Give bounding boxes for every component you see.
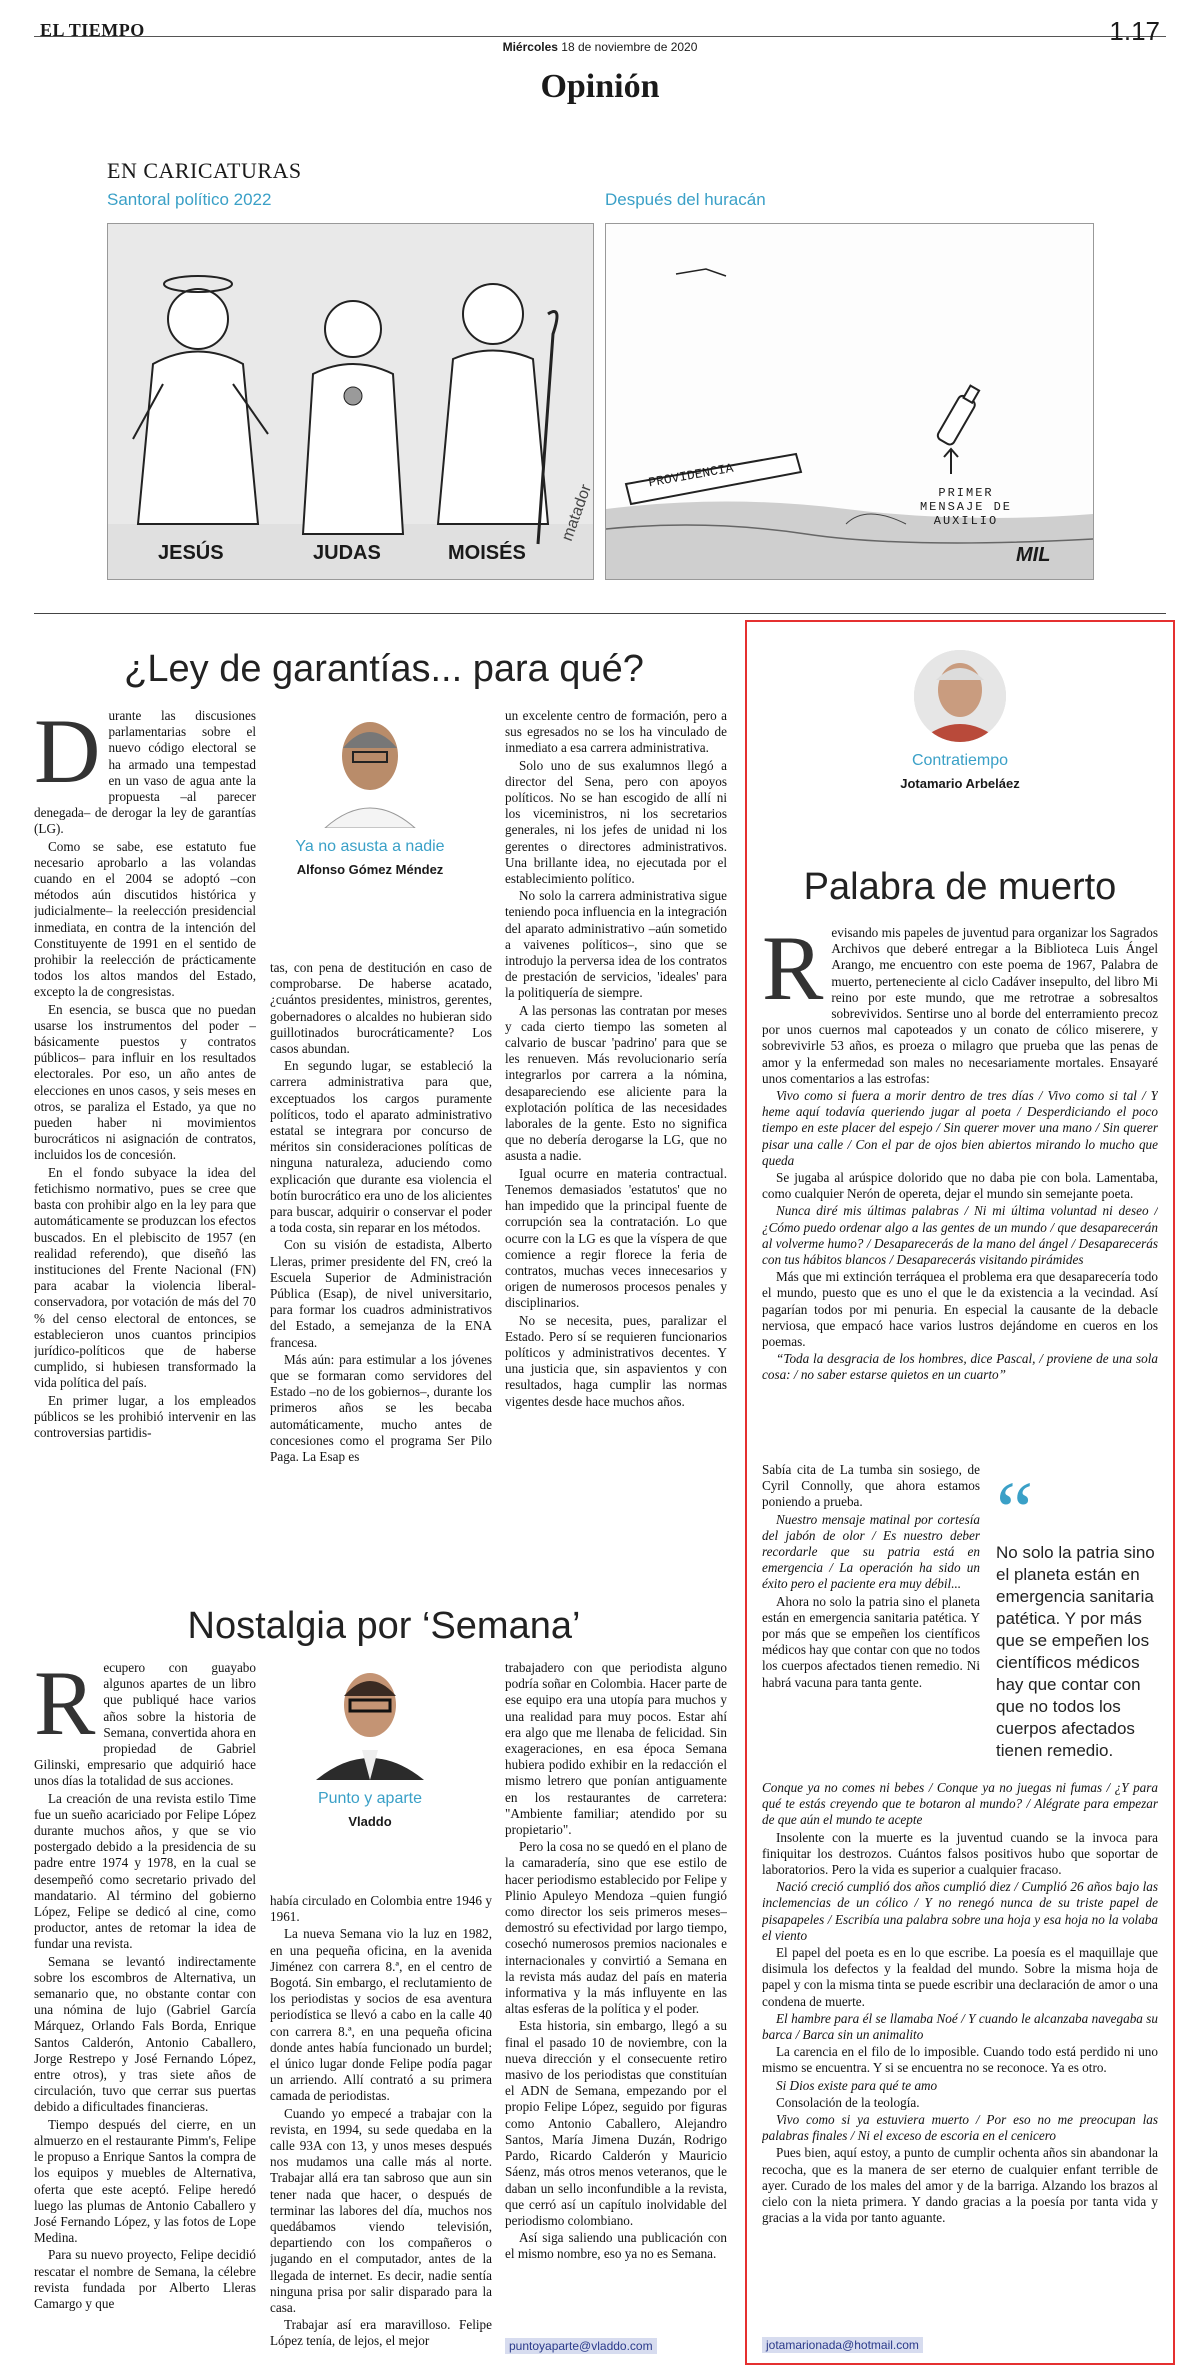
- article2-column-name: Punto y aparte: [317, 1790, 423, 1807]
- paragraph: El papel del poeta es en lo que escribe. La poesía es el maquillaje que disimula los defectos y la fealdad del mundo. Sobre la misma hoja de papel y con la misma tinta se puede escribir una declaración de amor o una condena de muerte.: [762, 1945, 1158, 2009]
- article2-author: Vladdo: [348, 1814, 392, 1829]
- issue-date: [0, 40, 1200, 54]
- article3-email-link[interactable]: jotamarionada@hotmail.com: [762, 2337, 923, 2353]
- article3-lead: [762, 925, 1158, 1087]
- article3-col-bottom: [762, 1780, 1158, 2328]
- article3-column-name: Contratiempo: [911, 752, 1009, 769]
- paragraph: Igual ocurre en materia contractual. Tenemos demasiados 'estatutos' que no han impedido que la principal fuente de corrupción sea la contratación. Lo que ocurre con la LG es que la víspera de que comience a regir florece la feria de contratos, muchas veces innecesarios y origen de numerosos procesos penales y disciplinarios.: [505, 1165, 727, 1311]
- paragraph: Tiempo después del cierre, en un almuerzo en el restaurante Pimm's, Felipe le propuso a Enrique Santos la compra de los equipos y muebles de Alternativa, oferta que este aceptó. Felipe heredó luego las plumas de Antonio Caballero y José Fernando López, y las fotos de Lope Medina.: [34, 2116, 256, 2246]
- paragraph: Insolente con la muerte es la juventud cuando se la invoca para finiquitar los destrozos. Cuántos falsos positivos hubo que soportar de laboratorios. Pero la vida es superior a cualquier fracaso.: [762, 1829, 1158, 1878]
- article3-author: Jotamario Arbeláez: [900, 776, 1020, 791]
- verse: Nació creció cumplió dos años cumplió diez / Cumplió 26 años bajo las inclemencias de un cólico / Y no renegó nunca de su triste papel de pisapapeles / Escribía una palabra sobre una hoja y esa hoja no la volaba el viento: [762, 1879, 1158, 1943]
- paragraph: La creación de una revista estilo Time fue un sueño acariciado por Felipe López durante muchos años, y que se vio postergado debido a la presidencia de su padre entre 1974 y 1978, en la cual se desempeñó como secretario privado del mandatario. Al término del gobierno López, Felipe se dedicó al cine, como productor, antes de retomar la idea de fundar una revista.: [34, 1790, 256, 1952]
- article2-lead: [34, 1660, 256, 1790]
- cartoon-left-signature: matador: [558, 482, 595, 544]
- article2-col3: [505, 1660, 727, 2328]
- article2-title: Nostalgia por ‘Semana’: [187, 1605, 581, 1647]
- paragraph: Solo uno de sus exalumnos llegó a director del Sena, pero con apoyos políticos. No se han escogido de allí ni los viceministros, ni los secretarios generales, ni los jefes de unidad ni los gerentes o directores administrativos. Una brillante idea, no ejecutada por el establecimiento político.: [505, 757, 727, 887]
- cartoon-huracan: [605, 223, 1094, 580]
- paragraph: No se necesita, pues, paralizar el Estado. Pero sí se requieren funcionarios políticos y administrativos decentes. Y una justicia que, sin aspavientos y con resultados, haga cumplir las normas vigentes desde hace muchos años.: [505, 1312, 727, 1409]
- paragraph: Trabajar así era maravilloso. Felipe López tenía, de lejos, el mejor: [270, 2317, 492, 2349]
- author-photo-arbelaez: [914, 650, 1006, 742]
- newspaper-logo: EL TIEMPO: [40, 20, 145, 40]
- article1-col2-bottom: [270, 960, 492, 1568]
- paragraph: La carencia en el filo de lo imposible. Cuando todo está perdido ni uno mismo se encuentra. Y si se encuentra no se reconoce. Ya es otro.: [762, 2044, 1158, 2076]
- issue-date-text: 18 de noviembre de 2020: [561, 40, 698, 54]
- paragraph: Cuando yo empecé a trabajar con la revista, en 1994, su sede quedaba en la calle 93A con 13, y unos meses después nos mudamos una calle más al norte. Trabajar allá era tan sabroso que aun sin tener nada que hacer, o después de terminar las labores del día, muchos nos quedábamos viendo televisión, departiendo con los compañeros o jugando en el computador, antes de la llegada de internet. Es decir, nadie sentía ninguna prisa por salir disparado para la casa.: [270, 2105, 492, 2316]
- article2-lead-text: ecupero con guayabo algunos apartes de un libro que publiqué hace varios años sobre la historia de Semana, convertida ahora en propiedad de Gabriel Gilinski, empresario que adquirió hace unos días la totalidad de sus acciones.: [34, 1660, 256, 1789]
- paragraph: tas, con pena de destitución en caso de comprobarse. De haberse acatado, ¿cuántos presidentes, ministros, gerentes, gobernadores o alcaldes no hubieran sido guillotinados burocráticamente? Los casos abundan.: [270, 960, 492, 1057]
- paragraph: Como se sabe, ese estatuto fue necesario aprobarlo a las volandas cuando en el 2004 se adoptó –con métodos aún discutidos histórica y judicialmente– la reelección presidencial inmediata, en contra de la intención del Constituyente de 1991 en el sentido de prohibir la reelección de prácticamente todos los altos mandos del Estado, excepto la de congresistas.: [34, 838, 256, 1000]
- cartoon-label-moses: MOISÉS: [448, 542, 526, 564]
- paragraph: Para su nuevo proyecto, Felipe decidió rescatar el nombre de Semana, la célebre revista fundada por Alberto Lleras Camargo y que: [34, 2247, 256, 2311]
- cartoon-santoral: [107, 223, 594, 580]
- article2-email-link[interactable]: puntoyaparte@vladdo.com: [505, 2338, 657, 2354]
- verse: Nunca diré mis últimas palabras / Ni mi última voluntad ni deseo / ¿Cómo puedo ordenar algo a las gentes de un mundo / que desaparecerán al volverme humo? / Desaparecerás de la mano del ángel / Desaparecerás con tus hábitos blancos / Desaparecerás visitando pirámides: [762, 1203, 1158, 1268]
- article3-dropcap: R: [762, 925, 824, 1019]
- quote-mark-icon: “: [996, 1465, 1034, 1558]
- article3-lead-text: evisando mis papeles de juventud para organizar los Sagrados Archivos que deberé entregar a la Biblioteca Luis Ángel Arango, me encuentro con este poema de 1967, Palabra de muerto, perteneciente al ciclo Cadáver insepulto, del libro Mi reino por este mundo, que me retrotrae a sobresaltos sobrevividos. Sentirse uno al borde del enterramiento precoz por unos cuernos mal capoteados y un conato de cólico miserere, y sobrevivirle 53 años, es proeza o milagro que prueba que las penas de amor y la enfermedad son males no necesariamente mortales. Ensayaré unos comentarios a las estrofas:: [762, 925, 1158, 1086]
- article1-author: Alfonso Gómez Méndez: [296, 862, 444, 877]
- verse: Conque ya no comes ni bebes / Conque ya no juegas ni fumas / ¿Y para qué te estás creyendo que te botaron al mundo? / Alégrate para empezar de que aún el mundo te acepte: [762, 1780, 1158, 1828]
- paragraph: En primer lugar, a los empleados públicos se les prohibió intervenir en las controversias partidis-: [34, 1392, 256, 1440]
- article1-title: ¿Ley de garantías... para qué?: [124, 648, 644, 690]
- paragraph: Así siga saliendo una publicación con el mismo nombre, eso ya no es Semana.: [505, 2230, 727, 2262]
- pull-quote-text: No solo la patria sino el planeta están en emergencia sanitaria patética. Y por más que se empeñen los científicos médicos hay que contar con que no todos los cuerpos afectados tienen remedio.: [996, 1543, 1155, 1760]
- article1-col3: [505, 708, 727, 1568]
- article2-dropcap: R: [34, 1660, 96, 1754]
- page-number: 1.17: [1109, 16, 1160, 46]
- article3-title: Palabra de muerto: [803, 866, 1117, 908]
- verse: El hambre para él se llamaba Noé / Y cuando le alcanzaba navegaba su barca / Barca sin un animalito: [762, 2010, 1158, 2043]
- author-photo-arbelaez-drawing: [914, 650, 1006, 742]
- article2-email-wrap: [505, 2335, 657, 2354]
- verse: Vivo como si ya estuviera muerto / Por eso no me preocupan las palabras finales / Ni el exceso de escoria en el cenicero: [762, 2112, 1158, 2144]
- verse: Nuestro mensaje matinal por cortesía del jabón de olor / Es nuestro deber recordarle que su patria está en emergencia / La operación ha sido un éxito pero el paciente era muy débil...: [762, 1511, 980, 1592]
- article3-col-narrow: [762, 1462, 980, 1780]
- paragraph: Más aún: para estimular a los jóvenes que se formaran como servidores del Estado –no de los gobiernos–, durante los primeros años se les becaba automáticamente, mucho antes de concesiones como el programa Ser Pilo Paga. La Esap es: [270, 1351, 492, 1465]
- cartoons-heading: EN CARICATURAS: [107, 158, 302, 183]
- article1-column-name: Ya no asusta a nadie: [295, 838, 445, 855]
- paragraph: Pues bien, aquí estoy, a punto de cumplir ochenta años sin abandonar la recocha, que es la manera de ser eterno de cualquier enfant terrible de ayer. Curado de los males del amor y de la barriga. Alzando los brazos al cielo con la nieta primera. Y dando gracias a la poesía por tanta vida y gracias a la vida por tanto aguante.: [762, 2145, 1158, 2226]
- paragraph: había circulado en Colombia entre 1946 y 1961.: [270, 1893, 492, 1925]
- verse: “Toda la desgracia de los hombres, dice Pascal, / proviene de una sola cosa: / no saber estarse quietos en un cuarto”: [762, 1351, 1158, 1383]
- author-photo-gomez: [315, 708, 425, 828]
- article1-col1: [34, 708, 256, 1568]
- paragraph: Semana se levantó indirectamente sobre los escombros de Alternativa, un semanario que, no obstante contar con una nómina de lujo (Gabriel García Márquez, Orlando Fals Borda, Enrique Santos Calderón, Antonio Caballero, Jorge Restrepo y José Fernando López, entre otros), y tras siete años de circulación, tuvo que cerrar sus puertas debido a dificultades financieras.: [34, 1953, 256, 2115]
- author-photo-vladdo: [310, 1660, 430, 1780]
- paragraph: Esta historia, sin embargo, llegó a su final el pasado 10 de noviembre, con la nueva dirección y el consecuente retiro masivo de los periodistas que constituían el ADN de Semana, empezando por el propio Felipe López, seguido por figuras como Antonio Caballero, Alejandro Santos, María Jimena Duzán, Rodrigo Pardo, Ricardo Calderón y Mauricio Sáenz, más otros menos veteranos, que le daban un sello inconfundible a la revista, que cerró así un capítulo inolvidable del periodismo colombiano.: [505, 2018, 727, 2228]
- paragraph: La nueva Semana vio la luz en 1982, en una pequeña oficina, en la avenida Jiménez con carrera 8.ª, en el centro de Bogotá. Sin embargo, el reclutamiento de los periodistas y socios de esa aventura periodística se llevó a cabo en la calle 40 con carrera 8.ª, en una pequeña oficina donde antes había funcionado un burdel; el único lugar donde Felipe podía pagar un arriendo. Allí contrató a su primera camada de periodistas.: [270, 1926, 492, 2104]
- cartoon-message-text: PRIMER MENSAJE DE AUXILIO: [919, 486, 1012, 528]
- cartoon-santoral-drawing: [108, 224, 593, 579]
- article3-email-wrap: [762, 2334, 923, 2353]
- article1-dropcap: D: [34, 708, 101, 802]
- top-rule: [34, 36, 1166, 37]
- article2-col1: [34, 1660, 256, 2350]
- verse: Vivo como si fuera a morir dentro de tres días / Vivo como si tal / Y heme aquí todavía queriendo jugar al poeta / Desperdiciando el poco tiempo en este placer del espejo / Sin querer mover una mano / Sin querer pisar una calle / Con el par de ojos bien abiertos mirando lo mucho que queda: [762, 1088, 1158, 1168]
- paragraph: Con su visión de estadista, Alberto Lleras, primer presidente del FN, creó la Escuela Superior de Administración Pública (Esap), de nivel universitario, para formar los cuadros administrativos del Estado, a semejanza de la ENA francesa.: [270, 1237, 492, 1350]
- cartoon-left-title: Santoral político 2022: [107, 190, 272, 209]
- paragraph: Se jugaba al arúspice dolorido que no daba pie con bola. Lamentaba, como cualquier Nerón de opereta, dejar el mundo sin semejante poeta.: [762, 1170, 1158, 1202]
- cartoon-right-signature: MIL: [1016, 544, 1051, 566]
- article3-col-top: [762, 925, 1158, 1460]
- paragraph: A las personas las contratan por meses y cada cierto tiempo las someten al calvario de buscar 'padrino' para que se les renueven. Más revolucionario sería integrarlos por carrera a la nómina, desapareciendo ese aliciente para la explotación política de las necesidades laborales de la gente. Esto no significa que no debería derogarse la LG, que no asusta a nadie.: [505, 1002, 727, 1164]
- article3-author-box: [760, 650, 1160, 791]
- pull-quote: [996, 1465, 1162, 1762]
- cartoon-right-title: Después del huracán: [605, 190, 766, 209]
- article1-author-box: [270, 708, 470, 877]
- paragraph: trabajadero con que periodista alguno podría soñar en Colombia. Hacer parte de ese equipo era una utopía para muchos y una realidad para muy pocos. Estar ahí era algo que me llenaba de felicidad. Sin exageraciones, en esa época Semana hubiera podido exhibir en la redacción el mismo letrero que ponían antiguamente en los restaurantes de carretera: "Ambiente familiar; atendido por su propietario".: [505, 1660, 727, 1838]
- article1-lead: [34, 708, 256, 838]
- paragraph: Sabía cita de La tumba sin sosiego, de Cyril Connolly, que ahora estamos poniendo a prueba.: [762, 1462, 980, 1510]
- paragraph: Consolación de la teología.: [776, 2094, 920, 2110]
- issue-day: Miércoles: [502, 40, 558, 54]
- paragraph: un excelente centro de formación, pero a sus egresados no se los ha vinculado de inmediato a esa carrera administrativa.: [505, 708, 727, 756]
- section-title: Opinión: [540, 68, 660, 105]
- paragraph: En esencia, se busca que no puedan usarse los instrumentos del poder –básicamente puestos y contratos públicos– para influir en los resultados electorales. Por eso, un año antes de elecciones en unos casos, y seis meses en otros, se paraliza el Estado, ya que no pueden haber ni movimientos burocráticos ni asignación de contratos, incluidos los de concesión.: [34, 1001, 256, 1163]
- paragraph: Más que mi extinción terráquea el problema era que desaparecería todo el mundo, puesto que es uno el que le da existencia a la vecindad. Así pagarían todos por mi penuria. En especial la causante de la debacle nerviosa, que empacó hace varios lustros dejándome en cueros en los poemas.: [762, 1269, 1158, 1350]
- section-divider: [34, 613, 1166, 614]
- verse: Si Dios existe para qué te amo: [776, 2077, 938, 2093]
- paragraph: Pero la cosa no se quedó en el plano de la camaradería, sino que ese estilo de hacer periodismo establecido por Felipe y Plinio Apuleyo Mendoza –quien fungió como director los seis primeros meses– demostró su efectividad por largo tiempo, cosechó numerosos premios nacionales e internacionales y convirtió a Semana en la revista más audaz del país en materia informativa y la más influyente en las altas esferas de la política y el poder.: [505, 1839, 727, 2017]
- paragraph: En el fondo subyace la idea del fetichismo normativo, pues se cree que basta con prohibir algo en la ley para que automáticamente se produzcan los efectos buscados. En el plebiscito de 1957 (en realidad referendo), que diseñó las instituciones del Frente Nacional (FN) para acabar la violencia liberal-conservadora, por votación de más del 70 % del censo electoral de entonces, se establecieron unos cuantos principios jurídico-políticos que de haberse cumplido, si hubiesen transformado la vida política del país.: [34, 1164, 256, 1391]
- cartoon-label-judas: JUDAS: [313, 542, 381, 564]
- article2-author-box: [270, 1660, 470, 1829]
- cartoon-providencia-sign: PROVIDENCIA: [647, 460, 735, 491]
- article1-lead-text: urante las discusiones parlamentarias sobre el nuevo código electoral se ha armado una tempestad en un vaso de agua ante la propuesta –al parecer denegada– de derogar la ley de garantías (LG).: [34, 708, 256, 837]
- paragraph: No solo la carrera administrativa sigue teniendo poca influencia en la integración del aparato administrativo –aún sometido a vaivenes políticos–, sino que se introdujo la perversa idea de los contratos de prestación de servicios, 'ideales' para la politiquería de siempre.: [505, 888, 727, 1001]
- paragraph: En segundo lugar, se estableció la carrera administrativa para que, exceptuados los cargos puramente políticos, todo el aparato administrativo estatal se integrara por concurso de méritos sin consideraciones políticas de ninguna naturaleza, aduciendo como explicación que durante esa violencia el botín burocrático era uno de los alicientes para buscar, adquirir o conservar el poder a toda costa, sin reparar en los métodos.: [270, 1058, 492, 1236]
- cartoon-label-jesus: JESÚS: [158, 542, 224, 564]
- article2-col2-bottom: [270, 1893, 492, 2353]
- paragraph: Ahora no solo la patria sino el planeta están en emergencia sanitaria patética. Y por más que se empeñen los científicos médicos hay que contar con que no todos los cuerpos afectados tienen remedio. Ni habrá vacuna para tanta gente.: [762, 1593, 980, 1690]
